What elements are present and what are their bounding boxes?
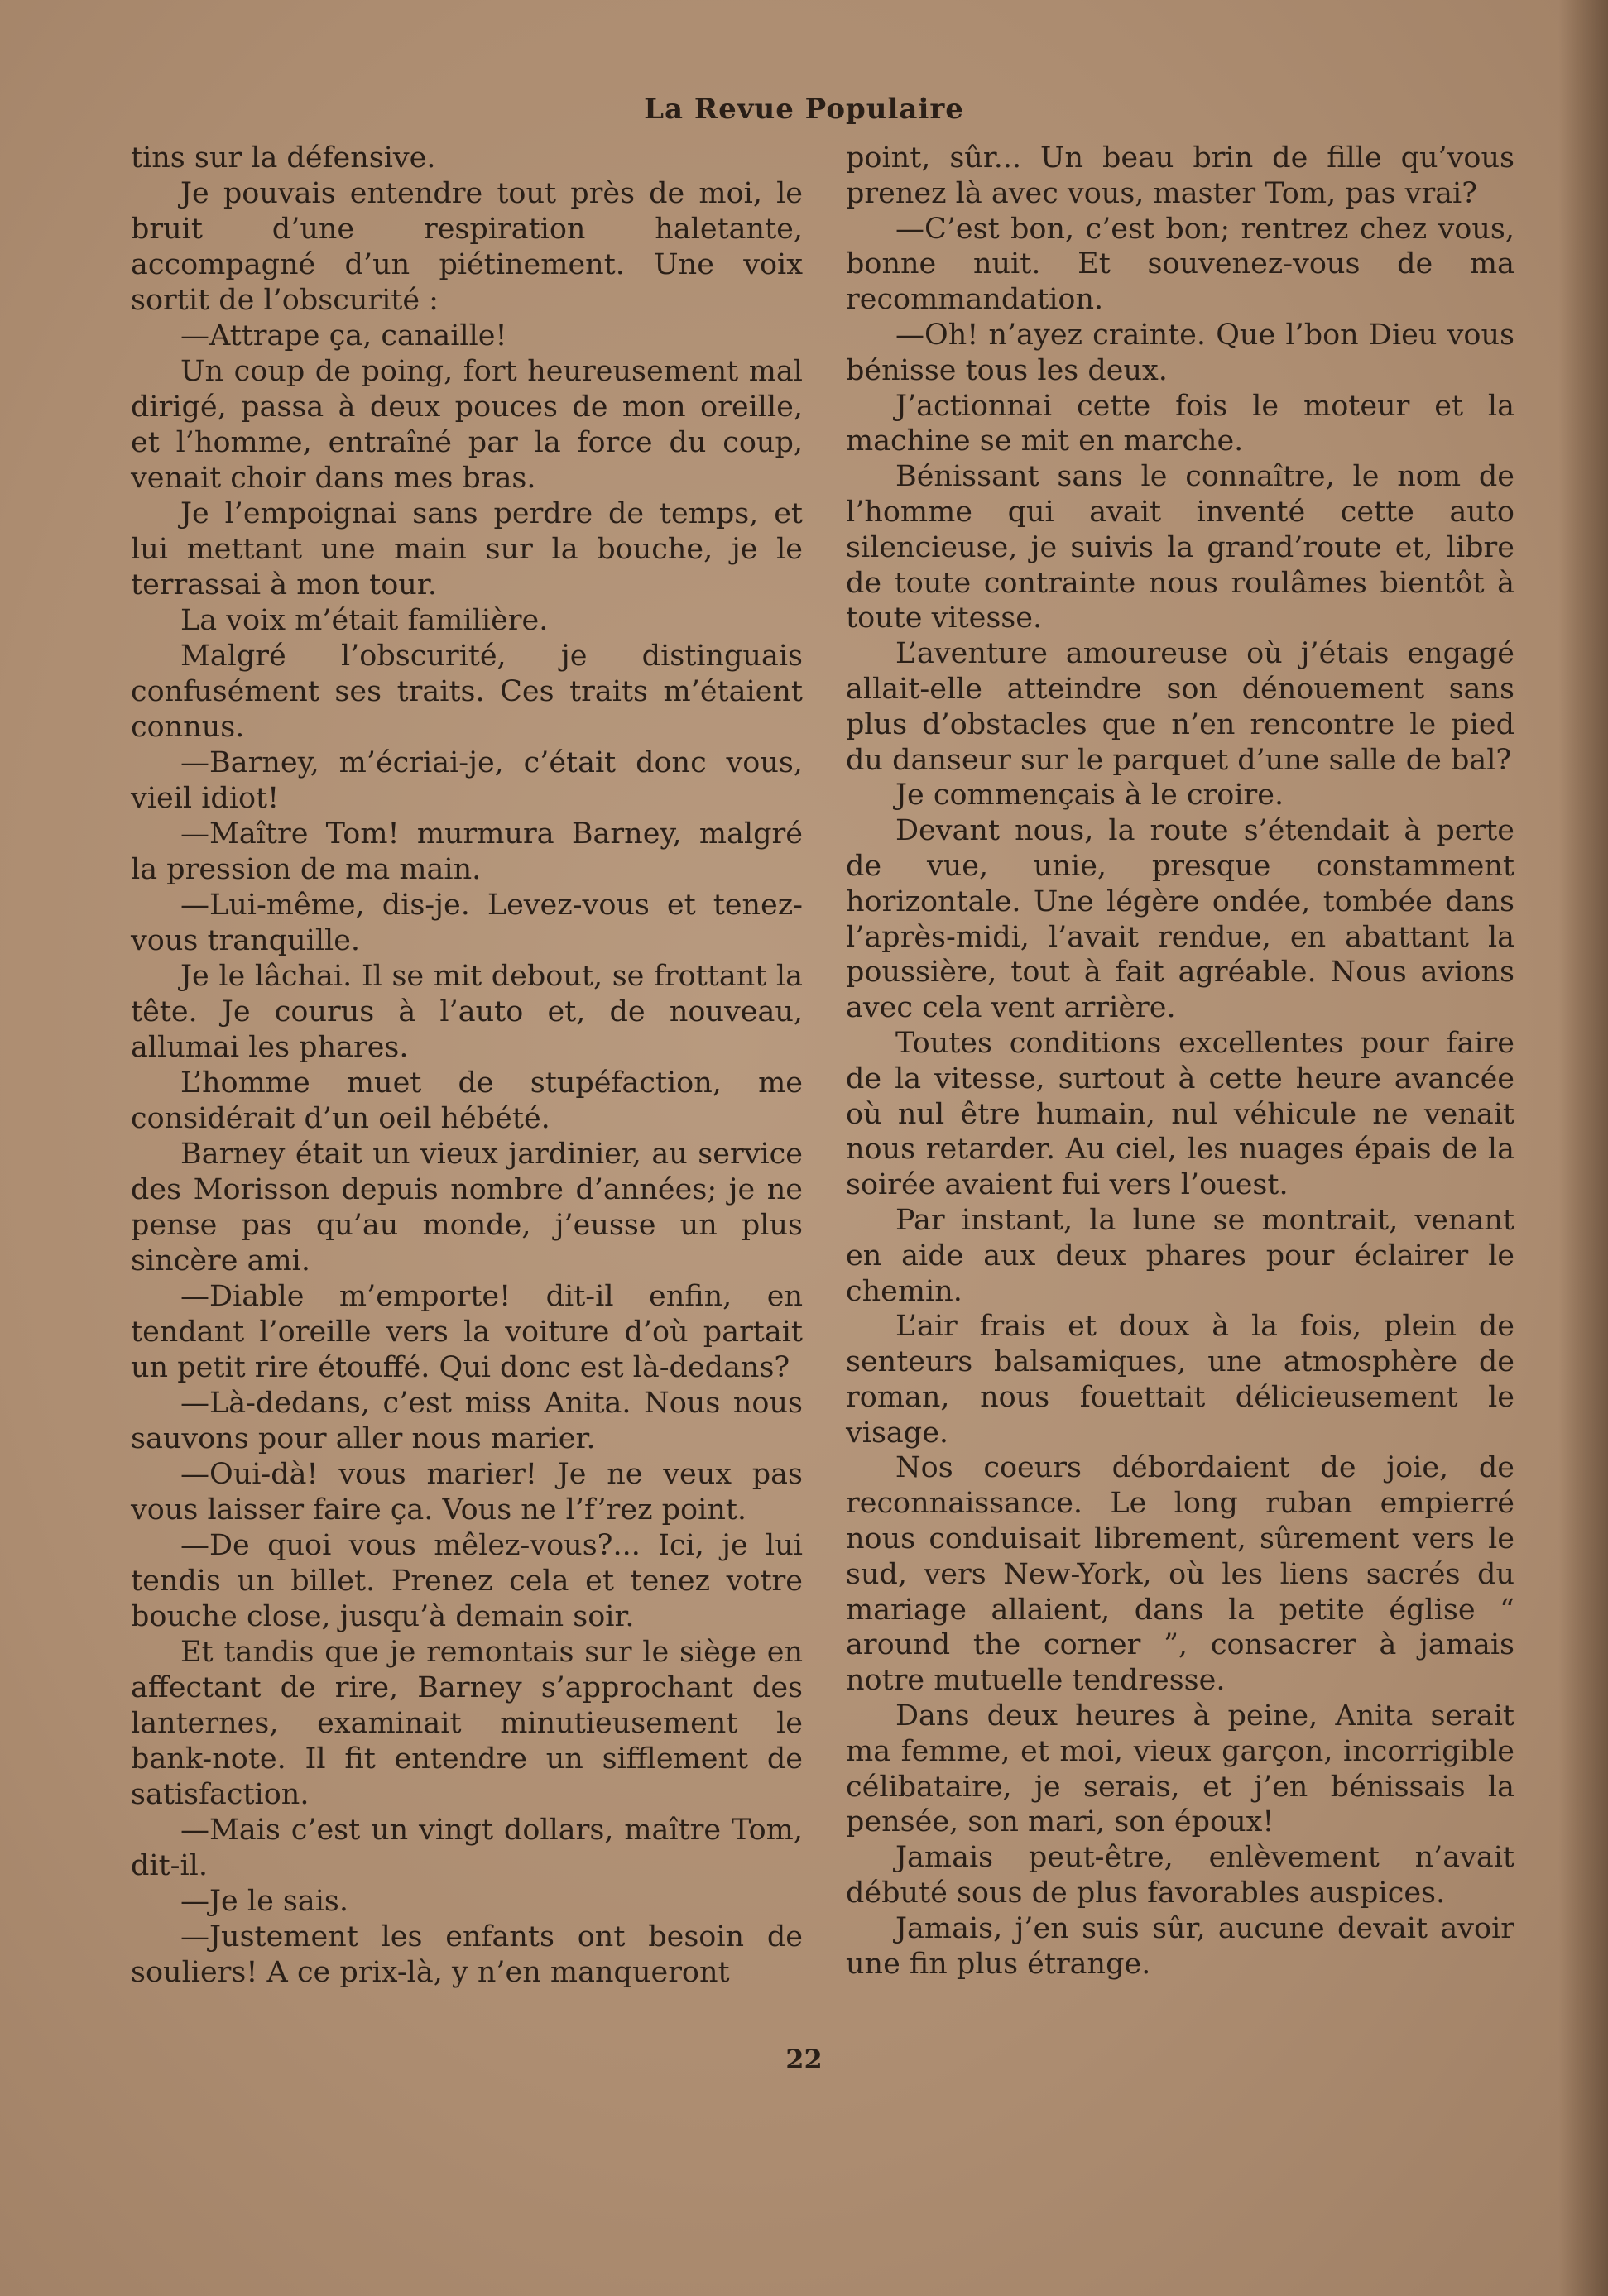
paragraph: L’homme muet de stupéfaction, me considérait d’un oeil hébété.	[131, 1067, 803, 1135]
paragraph: —Lui-même, dis-je. Levez-vous et tenez-vous tranquille.	[131, 889, 803, 957]
paragraph: —Oh! n’ayez crainte. Que l’bon Dieu vous bénisse tous les deux.	[846, 318, 1514, 387]
paragraph: L’air frais et doux à la fois, plein de senteurs balsamiques, une atmosphère de roman, nous fouettait délicieusement le visage.	[846, 1310, 1514, 1450]
paragraph: —C’est bon, c’est bon; rentrez chez vous, bonne nuit. Et souvenez-vous de ma recommandation.	[846, 212, 1514, 317]
paragraph: Je pouvais entendre tout près de moi, le bruit d’une respiration haletante, accompagné d’un piétinement. Une voix sortit de l’obscurité :	[131, 177, 803, 317]
paragraph: Je l’empoignai sans perdre de temps, et lui mettant une main sur la bouche, je le terrassai à mon tour.	[131, 497, 803, 602]
paragraph: Dans deux heures à peine, Anita serait ma femme, et moi, vieux garçon, incorrigible célibataire, je serais, et j’en bénissais la pensée, son mari, son époux!	[846, 1699, 1514, 1839]
paragraph: —Je le sais.	[180, 1885, 349, 1918]
paragraph: —De quoi vous mêlez-vous?... Ici, je lui tendis un billet. Prenez cela et tenez votre bouche close, jusqu’à demain soir.	[131, 1529, 803, 1633]
paragraph: Devant nous, la route s’étendait à perte de vue, unie, presque constamment horizontale. Une légère ondée, tombée dans l’après-midi, l’avait rendue, en abattant la poussière, tout à fait agréable. Nous avions avec cela vent arrière.	[846, 814, 1514, 1025]
paragraph: Bénissant sans le connaître, le nom de l’homme qui avait inventé cette auto silencieuse, je suivis la grand’route et, libre de toute contrainte nous roulâmes bientôt à toute vitesse.	[846, 460, 1514, 635]
paragraph: L’aventure amoureuse où j’étais engagé allait-elle atteindre son dénouement sans plus d’obstacles que n’en rencontre le pied du danseur sur le parquet d’une salle de bal?	[846, 637, 1514, 777]
paragraph: —Attrape ça, canaille!	[180, 319, 507, 352]
paragraph: —Mais c’est un vingt dollars, maître Tom, dit-il.	[131, 1814, 803, 1882]
paragraph: —Maître Tom! murmura Barney, malgré la pression de ma main.	[131, 817, 803, 886]
right-text-column	[846, 141, 1514, 1982]
paragraph: Barney était un vieux jardinier, au service des Morisson depuis nombre d’années; je ne pense pas qu’au monde, j’eusse un plus sincère ami.	[131, 1138, 803, 1277]
paragraph: J’actionnai cette fois le moteur et la machine se mit en marche.	[846, 389, 1514, 458]
paragraph: point, sûr... Un beau brin de fille qu’vous prenez là avec vous, master Tom, pas vrai?	[846, 141, 1514, 210]
paragraph: Je le lâchai. Il se mit debout, se frottant la tête. Je courus à l’auto et, de nouveau, allumai les phares.	[131, 960, 803, 1064]
paragraph: —Justement les enfants ont besoin de souliers! A ce prix-là, y n’en manqueront	[131, 1920, 803, 1989]
paragraph: Un coup de poing, fort heureusement mal dirigé, passa à deux pouces de mon oreille, et l’homme, entraîné par la force du coup, venait choir dans mes bras.	[131, 355, 803, 495]
page-header-title: La Revue Populaire	[644, 93, 964, 126]
paragraph: Jamais, j’en suis sûr, aucune devait avoir une fin plus étrange.	[846, 1911, 1514, 1981]
page-edge-shadow	[1558, 0, 1608, 2296]
page-number: 22	[785, 2044, 823, 2075]
paragraph: Et tandis que je remontais sur le siège en affectant de rire, Barney s’approchant des lanternes, examinait minutieusement le bank-note. Il fit entendre un sifflement de satisfaction.	[131, 1636, 803, 1811]
paragraph: Malgré l’obscurité, je distinguais confusément ses traits. Ces traits m’étaient connus.	[131, 640, 803, 744]
paragraph: Toutes conditions excellentes pour faire de la vitesse, surtout à cette heure avancée où nul être humain, nul véhicule ne venait nous retarder. Au ciel, les nuages épais de la soirée avaient fui vers l’ouest.	[846, 1026, 1514, 1202]
paragraph: —Diable m’emporte! dit-il enfin, en tendant l’oreille vers la voiture d’où partait un petit rire étouffé. Qui donc est là-dedans?	[131, 1280, 803, 1384]
paragraph: Je commençais à le croire.	[895, 779, 1284, 812]
left-text-column	[131, 141, 803, 1991]
paragraph: Nos coeurs débordaient de joie, de reconnaissance. Le long ruban empierré nous conduisait librement, sûrement vers le sud, vers New-York, où les liens sacrés du mariage allaient, dans la petite église “ around the corner ”, consacrer à jamais notre mutuelle tendresse.	[846, 1451, 1514, 1698]
paragraph: —Là-dedans, c’est miss Anita. Nous nous sauvons pour aller nous marier.	[131, 1387, 803, 1455]
paragraph: Par instant, la lune se montrait, venant en aide aux deux phares pour éclairer le chemin.	[846, 1203, 1514, 1308]
paragraph: —Barney, m’écriai-je, c’était donc vous, vieil idiot!	[131, 746, 803, 815]
paragraph: Jamais peut-être, enlèvement n’avait débuté sous de plus favorables auspices.	[846, 1841, 1514, 1910]
paragraph: La voix m’était familière.	[180, 604, 549, 637]
paragraph: tins sur la défensive.	[131, 141, 436, 175]
paragraph: —Oui-dà! vous marier! Je ne veux pas vous laisser faire ça. Vous ne l’f’rez point.	[131, 1458, 803, 1527]
